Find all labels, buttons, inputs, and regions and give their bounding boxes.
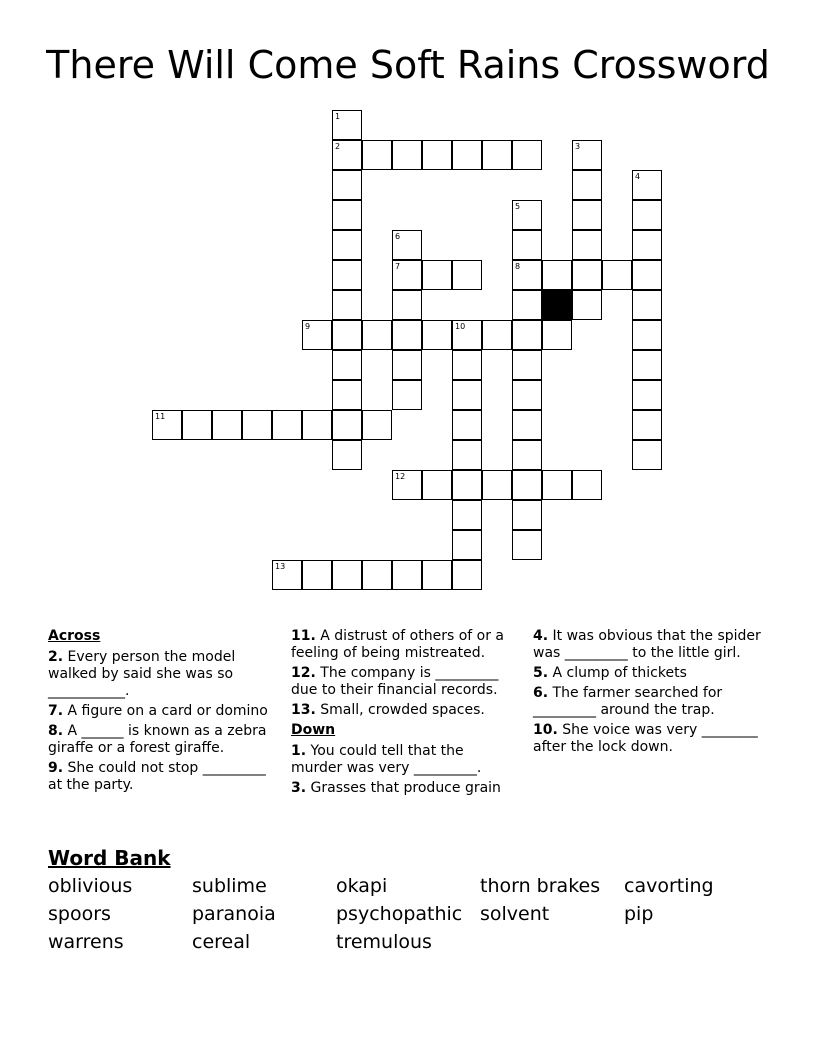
grid-cell[interactable] (452, 410, 482, 440)
grid-cell[interactable] (362, 560, 392, 590)
clue-text: A figure on a card or domino (67, 703, 268, 719)
clue-across-13 (291, 702, 516, 719)
word-bank-item: psychopathic (336, 903, 463, 925)
clue-down-10 (533, 722, 768, 756)
clue-down-1 (291, 743, 516, 777)
clue-number-label: 2 (335, 142, 341, 151)
grid-cell[interactable] (632, 230, 662, 260)
clue-number: 11. (291, 628, 316, 644)
clue-across-2 (48, 649, 268, 700)
grid-cell[interactable] (332, 350, 362, 380)
clue-across-11 (291, 628, 516, 662)
grid-cell[interactable] (572, 200, 602, 230)
black-cell (542, 290, 572, 320)
grid-cell[interactable] (242, 410, 272, 440)
grid-cell[interactable] (392, 140, 422, 170)
clue-text: Every person the model walked by said she was so ___________. (48, 649, 236, 699)
page-title: There Will Come Soft Rains Crossword (46, 43, 770, 87)
grid-cell[interactable] (542, 260, 572, 290)
grid-cell[interactable] (512, 320, 542, 350)
grid-cell[interactable] (272, 560, 302, 590)
clues-column-1 (48, 628, 268, 797)
grid-cell[interactable] (422, 140, 452, 170)
grid-cell[interactable] (362, 320, 392, 350)
clue-down-3 (291, 780, 516, 797)
across-heading: Across (48, 628, 101, 644)
grid-cell[interactable] (332, 290, 362, 320)
clue-text: She voice was very ________ after the lock down. (533, 722, 758, 755)
grid-cell[interactable] (512, 530, 542, 560)
grid-cell[interactable] (542, 320, 572, 350)
grid-cell[interactable] (572, 230, 602, 260)
grid-cell[interactable] (332, 380, 362, 410)
grid-cell[interactable] (452, 500, 482, 530)
grid-cell[interactable] (182, 410, 212, 440)
clue-number-label: 7 (395, 262, 401, 271)
clue-number: 8. (48, 723, 64, 739)
grid-cell[interactable] (512, 200, 542, 230)
grid-cell[interactable] (392, 470, 422, 500)
grid-cell[interactable] (452, 320, 482, 350)
clue-number-label: 12 (395, 472, 406, 481)
clue-number: 6. (533, 685, 549, 701)
grid-cell[interactable] (512, 440, 542, 470)
grid-cell[interactable] (482, 470, 512, 500)
grid-cell[interactable] (512, 350, 542, 380)
grid-cell[interactable] (332, 170, 362, 200)
grid-cell[interactable] (572, 140, 602, 170)
word-bank-item: thorn brakes (480, 875, 601, 897)
grid-cell[interactable] (632, 440, 662, 470)
clue-number: 12. (291, 665, 316, 681)
grid-cell[interactable] (362, 140, 392, 170)
grid-cell[interactable] (422, 260, 452, 290)
clue-down-5 (533, 665, 768, 682)
grid-cell[interactable] (212, 410, 242, 440)
clue-number-label: 1 (335, 112, 341, 121)
grid-cell[interactable] (152, 410, 182, 440)
grid-cell[interactable] (422, 320, 452, 350)
grid-cell[interactable] (452, 560, 482, 590)
clue-across-12 (291, 665, 516, 699)
down-heading: Down (291, 722, 336, 738)
grid-cell[interactable] (452, 260, 482, 290)
grid-cell[interactable] (452, 140, 482, 170)
clue-number-label: 10 (455, 322, 466, 331)
grid-cell[interactable] (632, 290, 662, 320)
grid-cell[interactable] (452, 380, 482, 410)
clue-number: 2. (48, 649, 64, 665)
clue-number-label: 6 (395, 232, 401, 241)
grid-cell[interactable] (512, 410, 542, 440)
grid-cell[interactable] (332, 140, 362, 170)
clue-text: The company is _________ due to their financial records. (291, 665, 499, 698)
grid-cell[interactable] (302, 410, 332, 440)
grid-cell[interactable] (452, 530, 482, 560)
grid-cell[interactable] (572, 290, 602, 320)
clue-number: 10. (533, 722, 558, 738)
grid-cell[interactable] (512, 470, 542, 500)
grid-cell[interactable] (272, 410, 302, 440)
word-bank-item: okapi (336, 875, 388, 897)
grid-cell[interactable] (362, 410, 392, 440)
word-bank-item: cavorting (624, 875, 714, 897)
clue-text: Grasses that produce grain (310, 780, 501, 796)
grid-cell[interactable] (452, 350, 482, 380)
clue-number-label: 11 (155, 412, 166, 421)
grid-cell[interactable] (632, 320, 662, 350)
clue-number-label: 4 (635, 172, 641, 181)
grid-cell[interactable] (512, 140, 542, 170)
clue-text: A clump of thickets (552, 665, 687, 681)
clue-number: 1. (291, 743, 307, 759)
grid-cell[interactable] (332, 410, 362, 440)
grid-cell[interactable] (392, 380, 422, 410)
clue-text: A ______ is known as a zebra giraffe or a forest giraffe. (48, 723, 267, 756)
clue-number: 13. (291, 702, 316, 718)
grid-cell[interactable] (512, 260, 542, 290)
grid-cell[interactable] (632, 410, 662, 440)
grid-cell[interactable] (512, 230, 542, 260)
grid-cell[interactable] (572, 170, 602, 200)
grid-cell[interactable] (422, 560, 452, 590)
word-bank-item: paranoia (192, 903, 276, 925)
clue-number-label: 5 (515, 202, 521, 211)
grid-cell[interactable] (332, 230, 362, 260)
clue-number: 5. (533, 665, 549, 681)
clue-number: 9. (48, 760, 64, 776)
grid-cell[interactable] (332, 200, 362, 230)
clue-text: You could tell that the murder was very _________. (291, 743, 482, 776)
word-bank-item: tremulous (336, 931, 432, 953)
clue-across-7 (48, 703, 268, 720)
grid-cell[interactable] (452, 440, 482, 470)
word-bank-item: solvent (480, 903, 550, 925)
word-bank-item: sublime (192, 875, 267, 897)
word-bank-title: Word Bank (48, 846, 171, 870)
grid-cell[interactable] (332, 560, 362, 590)
grid-cell[interactable] (392, 230, 422, 260)
clue-number: 4. (533, 628, 549, 644)
word-bank-item: oblivious (48, 875, 133, 897)
grid-cell[interactable] (392, 320, 422, 350)
clues-column-3 (533, 628, 768, 759)
clue-text: Small, crowded spaces. (320, 702, 485, 718)
grid-cell[interactable] (392, 260, 422, 290)
grid-cell[interactable] (512, 380, 542, 410)
grid-cell[interactable] (482, 320, 512, 350)
grid-cell[interactable] (482, 140, 512, 170)
clues-column-2 (291, 628, 516, 800)
grid-cell[interactable] (332, 440, 362, 470)
grid-cell[interactable] (632, 350, 662, 380)
word-bank-item: cereal (192, 931, 251, 953)
clue-down-6 (533, 685, 768, 719)
clue-text: A distrust of others of or a feeling of being mistreated. (291, 628, 504, 661)
grid-cell[interactable] (512, 500, 542, 530)
grid-cell[interactable] (332, 110, 362, 140)
grid-cell[interactable] (542, 470, 572, 500)
clue-number: 3. (291, 780, 307, 796)
grid-cell[interactable] (572, 470, 602, 500)
clue-across-8 (48, 723, 268, 757)
grid-cell[interactable] (332, 260, 362, 290)
clue-number: 7. (48, 703, 64, 719)
grid-cell[interactable] (332, 320, 362, 350)
grid-cell[interactable] (392, 560, 422, 590)
clue-text: The farmer searched for _________ around the trap. (533, 685, 723, 718)
clue-number-label: 8 (515, 262, 521, 271)
clue-down-4 (533, 628, 768, 662)
grid-cell[interactable] (302, 560, 332, 590)
clue-text: It was obvious that the spider was _________ to the little girl. (533, 628, 761, 661)
word-bank-item: warrens (48, 931, 124, 953)
grid-cell[interactable] (392, 290, 422, 320)
word-bank-item: spoors (48, 903, 111, 925)
grid-cell[interactable] (422, 470, 452, 500)
grid-cell[interactable] (302, 320, 332, 350)
grid-cell[interactable] (512, 290, 542, 320)
word-bank-item: pip (624, 903, 654, 925)
clue-text: She could not stop _________ at the party. (48, 760, 266, 793)
clue-number-label: 3 (575, 142, 581, 151)
grid-cell[interactable] (632, 380, 662, 410)
grid-cell[interactable] (632, 170, 662, 200)
grid-cell[interactable] (632, 260, 662, 290)
grid-cell[interactable] (452, 470, 482, 500)
grid-cell[interactable] (602, 260, 632, 290)
clue-number-label: 9 (305, 322, 311, 331)
clue-number-label: 13 (275, 562, 286, 571)
grid-cell[interactable] (572, 260, 602, 290)
grid-cell[interactable] (632, 200, 662, 230)
clue-across-9 (48, 760, 268, 794)
grid-cell[interactable] (392, 350, 422, 380)
